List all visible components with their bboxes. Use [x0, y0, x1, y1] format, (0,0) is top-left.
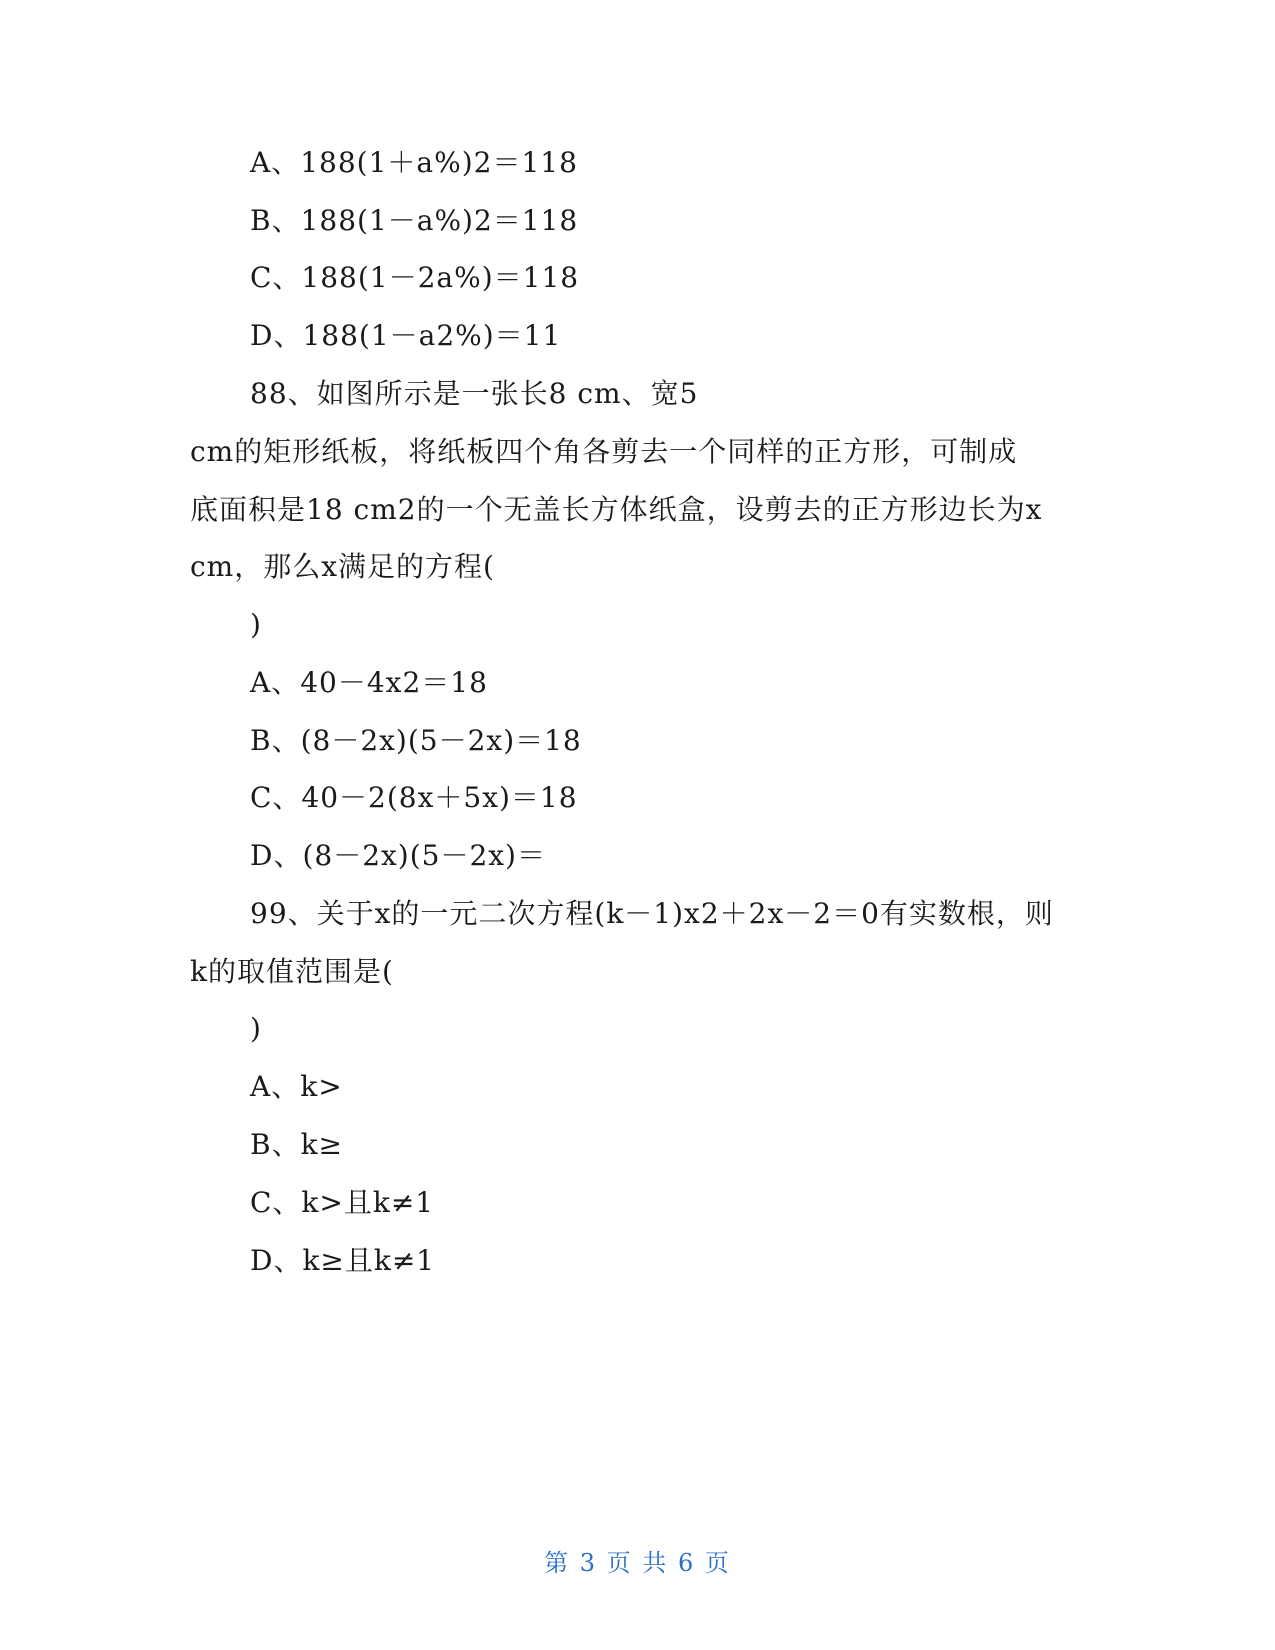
- q87-option-b: B、188(1－a%)2＝118: [250, 204, 579, 237]
- q99-stem-line-3: ): [250, 1012, 262, 1045]
- q99-stem-line-2: k的取值范围是(: [190, 955, 394, 988]
- q87-option-c: C、188(1－2a%)＝118: [250, 261, 580, 294]
- q88-stem-line-1: 88、如图所示是一张长8 cm、宽5: [250, 377, 699, 410]
- q99-stem-line-1: 99、关于x的一元二次方程(k－1)x2＋2x－2＝0有实数根，则: [250, 897, 1054, 930]
- q88-stem-line-2: cm的矩形纸板，将纸板四个角各剪去一个同样的正方形，可制成: [190, 435, 1018, 468]
- page-number-footer: 第 3 页 共 6 页: [544, 1549, 731, 1577]
- q88-option-c: C、40－2(8x＋5x)＝18: [250, 781, 578, 814]
- q88-option-a: A、40－4x2＝18: [250, 666, 488, 699]
- q87-option-a: A、188(1＋a%)2＝118: [250, 146, 578, 179]
- q99-option-d: D、k≥且k≠1: [250, 1244, 436, 1277]
- q99-option-a: A、k>: [250, 1070, 343, 1103]
- q88-option-d: D、(8－2x)(5－2x)＝: [250, 839, 546, 872]
- q99-option-c: C、k>且k≠1: [250, 1186, 435, 1219]
- q88-option-b: B、(8－2x)(5－2x)＝18: [250, 724, 582, 757]
- q87-option-d: D、188(1－a2%)＝11: [250, 319, 562, 352]
- q88-stem-line-4: cm，那么x满足的方程(: [190, 550, 495, 583]
- q88-stem-line-3: 底面积是18 cm2的一个无盖长方体纸盒，设剪去的正方形边长为x: [190, 493, 1043, 526]
- q99-option-b: B、k≥: [250, 1128, 344, 1161]
- q88-stem-line-5: ): [250, 608, 262, 641]
